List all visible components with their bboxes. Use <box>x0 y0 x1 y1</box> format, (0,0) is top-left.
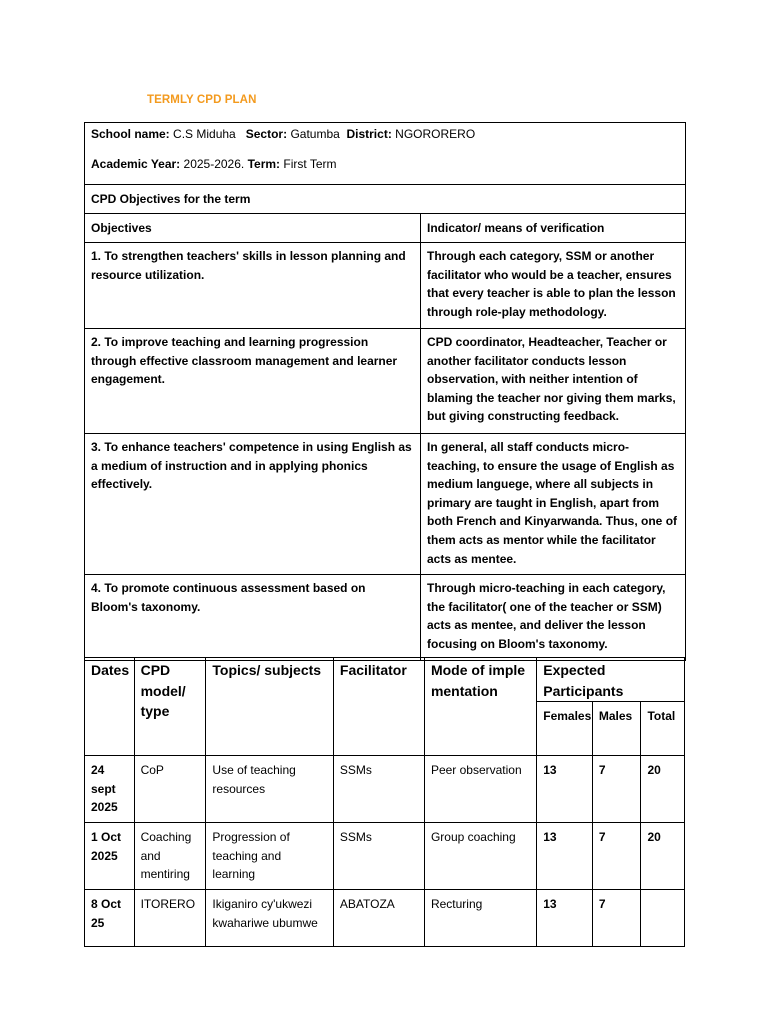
col-header-females: Females <box>537 702 593 756</box>
schedule-females: 13 <box>537 890 593 947</box>
schedule-topic: Use of teaching resources <box>206 756 333 823</box>
schedule-total <box>641 890 685 947</box>
schedule-males: 7 <box>592 890 641 947</box>
schedule-topic: Ikiganiro cy'ukwezi kwahariwe ubumwe <box>206 890 333 947</box>
objective-text: 2. To improve teaching and learning progression through effective classroom management and learner engagement. <box>85 329 421 434</box>
indicator-text: Through each category, SSM or another facilitator who would be a teacher, ensures that every teacher is able to plan the lesson through role-play methodology. <box>421 243 686 329</box>
schedule-females: 13 <box>537 823 593 890</box>
term-label: Term: <box>247 156 281 171</box>
schedule-row <box>85 823 685 890</box>
objective-text: 3. To enhance teachers' competence in using English as a medium of instruction and in applying phonics effectively. <box>85 434 421 575</box>
document-title: TERMLY CPD PLAN <box>147 94 257 106</box>
schedule-mode: Peer observation <box>424 756 536 823</box>
sector-label: Sector: <box>245 127 288 141</box>
schedule-mode: Recturing <box>424 890 536 947</box>
schedule-females: 13 <box>537 756 593 823</box>
schedule-row <box>85 890 685 947</box>
schedule-row <box>85 756 685 823</box>
schedule-model: CoP <box>134 756 206 823</box>
objectives-header-row <box>85 214 686 243</box>
objective-text: 4. To promote continuous assessment based on Bloom's taxonomy. <box>85 575 421 661</box>
col-header-dates: Dates <box>85 658 135 756</box>
col-header-indicator: Indicator/ means of verification <box>421 214 686 243</box>
col-header-total: Total <box>641 702 685 756</box>
col-header-facilitator: Facilitator <box>333 658 424 756</box>
schedule-mode: Group coaching <box>424 823 536 890</box>
indicator-text: In general, all staff conducts micro-teaching, to ensure the usage of English as medium languege, where all subjects in primary are taught in English, apart from both French and Kinyarwanda. Thus, one of them acts as mentor while the facilitator acts as mentee. <box>421 434 686 575</box>
col-header-participants: Expected Participants <box>537 658 685 702</box>
schedule-facilitator: ABATOZA <box>333 890 424 947</box>
col-header-objectives: Objectives <box>85 214 421 243</box>
school-info-row <box>85 123 686 185</box>
objective-row <box>85 575 686 661</box>
col-header-males: Males <box>592 702 641 756</box>
sector-value: Gatumba <box>290 127 340 141</box>
schedule-facilitator: SSMs <box>333 823 424 890</box>
schedule-date: 1 Oct 2025 <box>85 823 135 890</box>
term-value: First Term <box>283 156 337 171</box>
schedule-topic: Progression of teaching and learning <box>206 823 333 890</box>
school-name-label: School name: <box>91 127 170 141</box>
col-header-model: CPD model/ type <box>134 658 206 756</box>
indicator-text: CPD coordinator, Headteacher, Teacher or another facilitator conducts lesson observation, with neither intention of blaming the teacher nor giving them marks, but giving constructing feedback. <box>421 329 686 434</box>
schedule-table <box>84 657 685 947</box>
schedule-males: 7 <box>592 823 641 890</box>
objective-row <box>85 243 686 329</box>
academic-year-value: 2025-2026. <box>183 156 245 171</box>
objective-row <box>85 329 686 434</box>
objectives-table <box>84 122 686 661</box>
academic-year-label: Academic Year: <box>91 156 181 171</box>
schedule-header-row <box>85 658 685 702</box>
objectives-heading: CPD Objectives for the term <box>85 185 686 214</box>
district-value: NGORORERO <box>395 127 476 141</box>
schedule-model: Coaching and mentiring <box>134 823 206 890</box>
col-header-mode: Mode of implementation <box>424 658 536 756</box>
objective-row <box>85 434 686 575</box>
schedule-total: 20 <box>641 756 685 823</box>
schedule-model: ITORERO <box>134 890 206 947</box>
col-header-topics: Topics/ subjects <box>206 658 333 756</box>
schedule-males: 7 <box>592 756 641 823</box>
schedule-date: 24 sept 2025 <box>85 756 135 823</box>
objective-text: 1. To strengthen teachers' skills in lesson planning and resource utilization. <box>85 243 421 329</box>
schedule-facilitator: SSMs <box>333 756 424 823</box>
indicator-text: Through micro-teaching in each category, the facilitator( one of the teacher or SSM) acts as mentee, and deliver the lesson focusing on Bloom's taxonomy. <box>421 575 686 661</box>
school-info-cell <box>85 123 686 185</box>
school-name-value: C.S Miduha <box>173 127 236 141</box>
schedule-date: 8 Oct 25 <box>85 890 135 947</box>
district-label: District: <box>346 127 392 141</box>
schedule-total: 20 <box>641 823 685 890</box>
